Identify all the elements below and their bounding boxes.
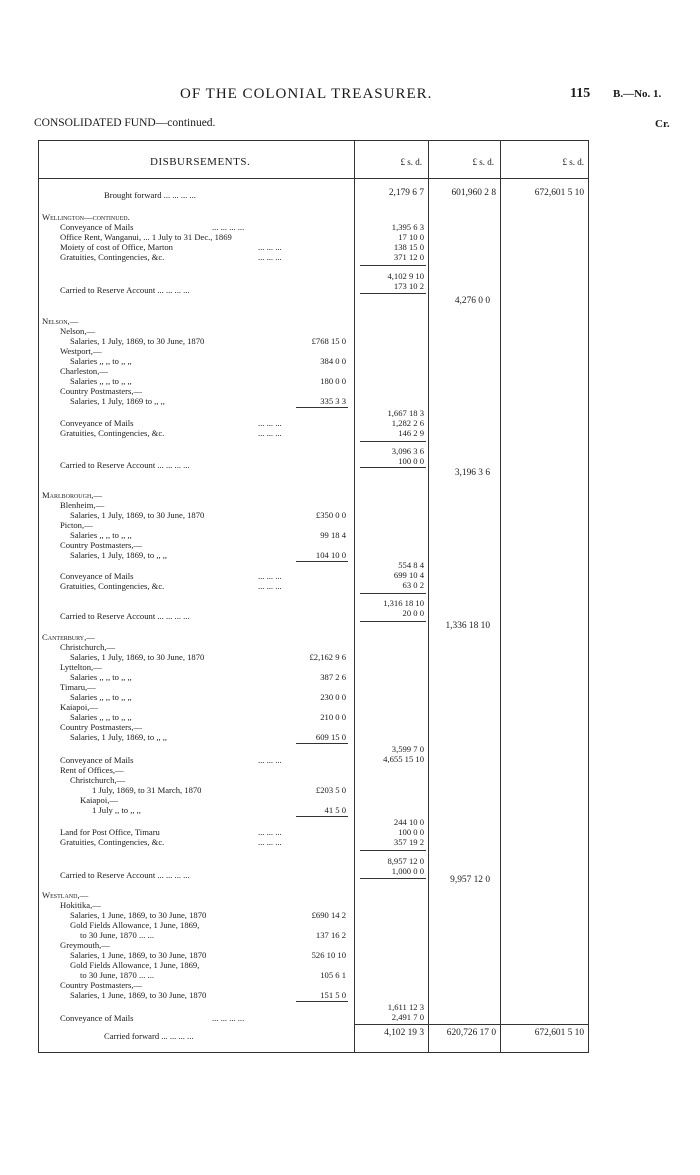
- inner-amount: 387 2 6: [320, 672, 346, 682]
- credit-side-label: Cr.: [655, 118, 670, 130]
- list-item: Gold Fields Allowance, 1 June, 1869,: [70, 920, 200, 930]
- list-item: Salaries, 1 July, 1869, to 30 June, 1870: [70, 510, 205, 520]
- wellington-heading: Wellington—continued.: [42, 212, 130, 222]
- list-item: Gratuities, Contingencies, &c.: [60, 252, 165, 262]
- page-title: OF THE COLONIAL TREASURER.: [180, 86, 433, 102]
- leader-dots: ... ... ...: [258, 242, 282, 252]
- list-item: Salaries, 1 June, 1869, to 30 June, 1870: [70, 950, 207, 960]
- list-item: Country Postmasters,—: [60, 540, 143, 550]
- total-rule: [360, 878, 426, 879]
- list-item: Salaries ,, ,, to ,, ,,: [70, 376, 132, 386]
- carried-forward-c1: 4,102 19 3: [384, 1028, 424, 1038]
- leader-dots: ... ... ...: [258, 581, 282, 591]
- leader-dots: ... ... ... ...: [212, 1013, 245, 1023]
- marlborough-salaries-total: 554 8 4: [398, 560, 424, 570]
- marlborough-subtotal: 1,316 18 10: [383, 598, 424, 608]
- amount: 699 10 4: [393, 570, 424, 580]
- inner-amount: 210 0 0: [320, 712, 346, 722]
- inner-amount: 137 16 2: [315, 930, 346, 940]
- amount: 1,282 2 6: [391, 418, 424, 428]
- inner-amount: 384 0 0: [320, 356, 346, 366]
- list-item: Salaries ,, ,, to ,, ,,: [70, 692, 132, 702]
- disbursements-header: DISBURSEMENTS.: [150, 156, 251, 168]
- list-item: Kaiapoi,—: [60, 702, 98, 712]
- col1-divider: [354, 140, 355, 1053]
- list-item: Country Postmasters,—: [60, 722, 143, 732]
- marlborough-heading: Marlborough,—: [42, 490, 103, 500]
- list-item: Nelson,—: [60, 326, 96, 336]
- nelson-heading: Nelson,—: [42, 316, 79, 326]
- list-item: Gratuities, Contingencies, &c.: [60, 581, 165, 591]
- marlborough-reserve: 20 0 0: [402, 608, 424, 618]
- list-item: Country Postmasters,—: [60, 386, 143, 396]
- leader-dots: ... ... ...: [258, 418, 282, 428]
- list-item: Salaries, 1 June, 1869, to 30 June, 1870: [70, 990, 207, 1000]
- amount: 100 0 0: [398, 827, 424, 837]
- leader-dots: ... ... ...: [258, 755, 282, 765]
- list-item: Country Postmasters,—: [60, 980, 143, 990]
- brought-forward-c2: 601,960 2 8: [451, 188, 496, 198]
- subtotal-rule: [360, 265, 426, 266]
- list-item: to 30 June, 1870 ... ...: [80, 930, 154, 940]
- carried-forward-rule: [355, 1024, 588, 1025]
- inner-amount: 180 0 0: [320, 376, 346, 386]
- list-item: Salaries, 1 July, 1869, to 30 June, 1870: [70, 652, 205, 662]
- left-border: [38, 140, 39, 1053]
- amount: 1,395 6 3: [391, 222, 424, 232]
- inner-amount: 41 5 0: [324, 805, 346, 815]
- canterbury-salaries-total: 3,599 7 0: [391, 744, 424, 754]
- inner-amount: 609 15 0: [315, 732, 346, 742]
- right-border: [588, 140, 589, 1053]
- amount: 138 15 0: [393, 242, 424, 252]
- carried-forward-c2: 620,726 17 0: [446, 1028, 496, 1038]
- inner-rule: [296, 1001, 348, 1002]
- leader-dots: ... ... ...: [258, 837, 282, 847]
- canterbury-heading: Canterbury,—: [42, 632, 95, 642]
- header-rule: [38, 178, 589, 179]
- list-item: Salaries, 1 July, 1869, to 30 June, 1870: [70, 336, 205, 346]
- list-item: Salaries, 1 July, 1869, to ,, ,,: [70, 550, 168, 560]
- nelson-total: 3,196 3 6: [454, 468, 490, 478]
- list-item: Moiety of cost of Office, Marton: [60, 242, 173, 252]
- col2-header: £ s. d.: [472, 157, 494, 167]
- total-rule: [360, 621, 426, 622]
- leader-dots: ... ... ...: [258, 428, 282, 438]
- inner-amount: £350 0 0: [315, 510, 346, 520]
- list-item: Gold Fields Allowance, 1 June, 1869,: [70, 960, 200, 970]
- wellington-subtotal: 4,102 9 10: [387, 271, 424, 281]
- brought-forward-c1: 2,179 6 7: [388, 188, 424, 198]
- inner-amount: 99 18 4: [320, 530, 346, 540]
- inner-rule: [296, 407, 348, 408]
- leader-dots: ... ... ... ...: [212, 222, 245, 232]
- amount: 17 10 0: [398, 232, 424, 242]
- col3-divider: [500, 140, 501, 1053]
- inner-rule: [296, 561, 348, 562]
- table-top-rule: [38, 140, 589, 141]
- list-item: Office Rent, Wanganui, ... 1 July to 31 Dec., 1869: [60, 232, 232, 242]
- amount: 146 2 9: [398, 428, 424, 438]
- col2-divider: [428, 140, 429, 1053]
- list-item: Conveyance of Mails: [60, 418, 134, 428]
- carried-forward-label: Carried forward ... ... ... ...: [104, 1031, 194, 1041]
- list-item: Christchurch,—: [70, 775, 126, 785]
- table-bottom-rule: [38, 1052, 589, 1053]
- list-item: Land for Post Office, Timaru: [60, 827, 160, 837]
- list-item: Salaries ,, ,, to ,, ,,: [70, 672, 132, 682]
- list-item: Gratuities, Contingencies, &c.: [60, 428, 165, 438]
- list-item: Kaiapoi,—: [80, 795, 118, 805]
- wellington-reserve: 173 10 2: [393, 281, 424, 291]
- inner-amount: 151 5 0: [320, 990, 346, 1000]
- inner-amount: 335 3 3: [320, 396, 346, 406]
- list-item: 1 July, 1869, to 31 March, 1870: [92, 785, 202, 795]
- list-item: Conveyance of Mails: [60, 755, 134, 765]
- wellington-total: 4,276 0 0: [454, 296, 490, 306]
- amount: 371 12 0: [393, 252, 424, 262]
- list-item: Christchurch,—: [60, 642, 116, 652]
- list-item: Westport,—: [60, 346, 102, 356]
- reserve-label: Carried to Reserve Account ... ... ... ...: [60, 870, 190, 880]
- inner-amount: £2,162 9 6: [309, 652, 346, 662]
- inner-amount: 105 6 1: [320, 970, 346, 980]
- list-item: Timaru,—: [60, 682, 96, 692]
- inner-amount: 104 10 0: [315, 550, 346, 560]
- list-item: Lyttelton,—: [60, 662, 102, 672]
- amount: 63 0 2: [402, 580, 424, 590]
- document-reference: B.—No. 1.: [613, 88, 662, 100]
- inner-rule: [296, 743, 348, 744]
- amount: 357 19 2: [393, 837, 424, 847]
- list-item: to 30 June, 1870 ... ...: [80, 970, 154, 980]
- brought-forward-label: Brought forward ... ... ... ...: [104, 190, 196, 200]
- westland-salaries-total: 1,611 12 3: [387, 1002, 424, 1012]
- reserve-label: Carried to Reserve Account ... ... ... ...: [60, 285, 190, 295]
- nelson-salaries-total: 1,667 18 3: [387, 408, 424, 418]
- canterbury-mails: 4,655 15 10: [383, 754, 424, 764]
- nelson-reserve: 100 0 0: [398, 456, 424, 466]
- leader-dots: ... ... ...: [258, 827, 282, 837]
- list-item: Conveyance of Mails: [60, 222, 134, 232]
- list-item: Conveyance of Mails: [60, 1013, 134, 1023]
- canterbury-rent-total: 244 10 0: [393, 817, 424, 827]
- list-item: Blenheim,—: [60, 500, 105, 510]
- canterbury-reserve: 1,000 0 0: [391, 866, 424, 876]
- list-item: Salaries ,, ,, to ,, ,,: [70, 712, 132, 722]
- subtotal-rule: [360, 441, 426, 442]
- canterbury-total: 9,957 12 0: [450, 875, 490, 885]
- marlborough-total: 1,336 18 10: [445, 621, 490, 631]
- inner-amount: £690 14 2: [311, 910, 346, 920]
- inner-amount: 230 0 0: [320, 692, 346, 702]
- subtotal-rule: [360, 850, 426, 851]
- list-item: Gratuities, Contingencies, &c.: [60, 837, 165, 847]
- leader-dots: ... ... ...: [258, 571, 282, 581]
- brought-forward-c3: 672,601 5 10: [534, 188, 584, 198]
- nelson-subtotal: 3,096 3 6: [391, 446, 424, 456]
- list-item: Charleston,—: [60, 366, 108, 376]
- leader-dots: ... ... ...: [258, 252, 282, 262]
- list-item: Picton,—: [60, 520, 93, 530]
- page-number: 115: [570, 86, 591, 101]
- list-item: Salaries, 1 July, 1869, to ,, ,,: [70, 732, 168, 742]
- list-item: Hokitika,—: [60, 900, 101, 910]
- reserve-label: Carried to Reserve Account ... ... ... ...: [60, 460, 190, 470]
- list-item: 1 July ,, to ,, ,,: [92, 805, 141, 815]
- westland-heading: Westland,—: [42, 890, 89, 900]
- list-item: Salaries, 1 June, 1869, to 30 June, 1870: [70, 910, 207, 920]
- reserve-label: Carried to Reserve Account ... ... ... ...: [60, 611, 190, 621]
- inner-rule: [296, 816, 348, 817]
- list-item: Rent of Offices,—: [60, 765, 124, 775]
- list-item: Greymouth,—: [60, 940, 110, 950]
- list-item: Salaries ,, ,, to ,, ,,: [70, 356, 132, 366]
- carried-forward-c3: 672,601 5 10: [534, 1028, 584, 1038]
- total-rule: [360, 293, 426, 294]
- fund-subtitle: CONSOLIDATED FUND—continued.: [34, 117, 216, 129]
- westland-mails: 2,491 7 0: [391, 1012, 424, 1022]
- col3-header: £ s. d.: [562, 157, 584, 167]
- total-rule: [360, 467, 426, 468]
- list-item: Salaries, 1 July, 1869 to ,, ,,: [70, 396, 165, 406]
- list-item: Conveyance of Mails: [60, 571, 134, 581]
- inner-amount: 526 10 10: [311, 950, 346, 960]
- canterbury-subtotal: 8,957 12 0: [387, 856, 424, 866]
- col1-header: £ s. d.: [400, 157, 422, 167]
- list-item: Salaries ,, ,, to ,, ,,: [70, 530, 132, 540]
- subtotal-rule: [360, 593, 426, 594]
- inner-amount: £768 15 0: [311, 336, 346, 346]
- inner-amount: £203 5 0: [315, 785, 346, 795]
